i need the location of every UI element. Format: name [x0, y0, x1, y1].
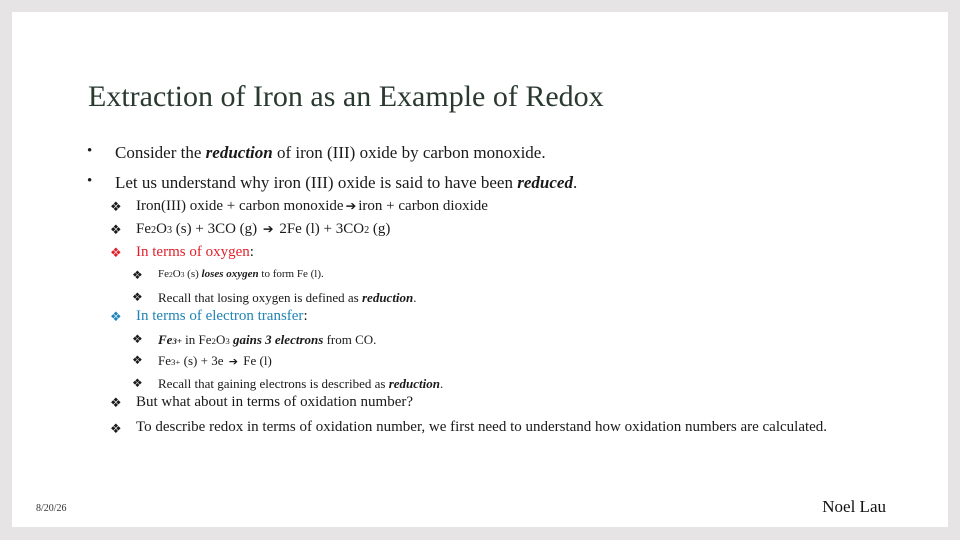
text: But what about in terms of oxidation number? [136, 394, 414, 410]
text: of iron (III) oxide by carbon monoxide. [272, 143, 546, 162]
arrow-right-icon: ➔ [345, 199, 357, 214]
sub-bullet-1 [110, 198, 488, 215]
text: Fe (l) [240, 353, 272, 368]
sub-bullet-2: ❖ Fe 2 O 3 (s) + 3CO (g) ➔ 2Fe (l) + 3CO 2 (g) [110, 221, 391, 237]
emphasis: gains 3 electrons [233, 332, 324, 347]
diamond-bullet-icon: ❖ [132, 376, 143, 390]
slide-author: Noel Lau [822, 497, 886, 516]
formula: Fe [158, 268, 169, 280]
text: (s) [184, 268, 202, 280]
arrow-right-icon: ➔ [228, 355, 238, 368]
subsub-bullet-1: ❖ Fe 2 O 3 (s) loses oxygen to form Fe (l). [132, 268, 324, 282]
text: from CO. [323, 332, 377, 347]
text: Let us understand why iron (III) oxide is said to have been [115, 173, 518, 192]
formula: O [172, 268, 181, 280]
diamond-bullet-icon: ❖ [110, 421, 122, 436]
text: in Fe [181, 332, 212, 347]
text: to form Fe (l). [258, 268, 324, 280]
formula: O [215, 332, 226, 347]
sub-bullet-oxygen [110, 244, 254, 261]
text: Recall that losing oxygen is defined as [158, 290, 362, 305]
sub-bullet-5 [110, 394, 414, 411]
emphasis: loses oxygen [201, 268, 259, 280]
formula: Fe [136, 221, 151, 237]
arrow-right-icon: ➔ [262, 222, 274, 237]
colon: : [249, 244, 254, 260]
formula: Fe [158, 353, 171, 368]
text: . [439, 376, 444, 391]
text: Consider the [115, 143, 206, 162]
text: Iron(III) oxide + carbon monoxide [136, 198, 344, 214]
text: (s) + 3CO (g) [172, 221, 261, 237]
text: Recall that gaining electrons is described as [158, 376, 389, 391]
heading-blue: In terms of electron transfer [136, 308, 304, 324]
text: To describe redox in terms of oxidation number, we first need to understand how oxidation numbers are calculated. [136, 419, 828, 435]
diamond-bullet-icon: ❖ [110, 245, 122, 260]
text: . [572, 173, 578, 192]
slide-date: 8/20/26 [36, 503, 67, 514]
bullet-dot-icon: • [87, 173, 93, 189]
emphasis: Fe [158, 332, 173, 347]
subsub-bullet-3: ❖ Fe 3+ in Fe 2 O 3 gains 3 electrons from CO. [132, 332, 377, 347]
emphasis: reduced [517, 173, 573, 192]
diamond-bullet-icon: ❖ [110, 199, 122, 214]
diamond-bullet-icon: ❖ [132, 353, 143, 367]
text: . [413, 290, 417, 305]
diamond-bullet-icon: ❖ [110, 395, 122, 410]
subsub-bullet-2 [132, 290, 417, 306]
diamond-bullet-icon: ❖ [132, 268, 143, 282]
emphasis: reduction [361, 290, 414, 305]
slide-title: Extraction of Iron as an Example of Redox [88, 80, 604, 113]
heading-red: In terms of oxygen [136, 244, 250, 260]
text: 2Fe (l) + 3CO [275, 221, 365, 237]
text: iron + carbon dioxide [358, 198, 488, 214]
bullet-1 [87, 143, 546, 163]
text: (s) + 3e [180, 353, 227, 368]
diamond-bullet-icon: ❖ [132, 290, 143, 304]
subsub-bullet-5 [132, 376, 444, 392]
emphasis: reduction [205, 143, 273, 162]
colon: : [303, 308, 308, 324]
sub-bullet-electron [110, 308, 308, 325]
diamond-bullet-icon: ❖ [110, 309, 122, 324]
diamond-bullet-icon: ❖ [110, 222, 122, 237]
sub-bullet-6 [110, 418, 840, 437]
formula: O [156, 221, 167, 237]
bullet-dot-icon: • [87, 143, 93, 159]
bullet-2 [87, 173, 578, 193]
emphasis: reduction [388, 376, 440, 391]
diamond-bullet-icon: ❖ [132, 332, 143, 346]
slide [12, 12, 948, 527]
subsub-bullet-4: ❖ Fe 3+ (s) + 3e ➔ Fe (l) [132, 353, 272, 368]
text: (g) [369, 221, 391, 237]
